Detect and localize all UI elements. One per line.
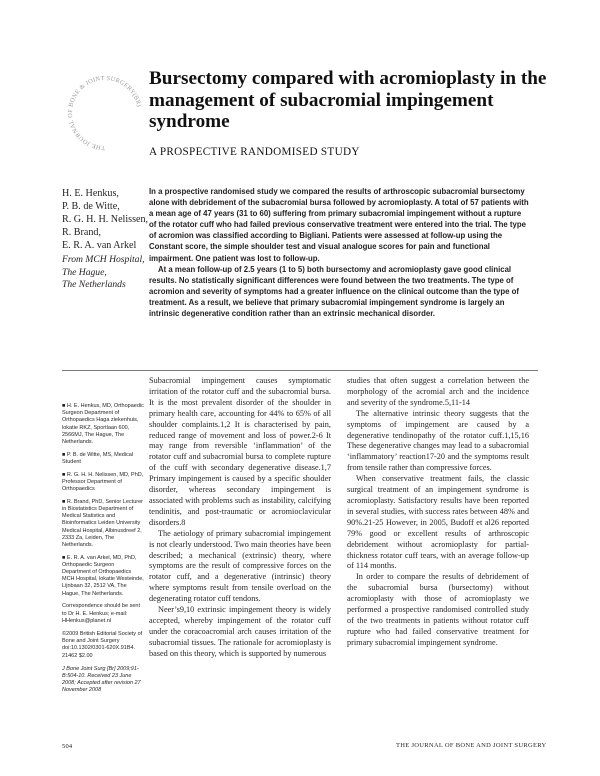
affiliation-line: The Hague, — [62, 266, 107, 278]
body-paragraph: When conservative treatment fails, the classic surgical treatment of an impingement syndrome is acromioplasty. Satisfactory results have been reported in several studies, with success rates between 48% and 90%.21-25 However, in 2005, Budoff et al26 reported 79% good or excellent results of arthroscopic debridement without acromioplasty for partial-thickness rotator cuff tears, with an average follow-up of 114 months. — [347, 474, 529, 571]
author-note: ■ H. E. Henkus, MD, Orthopaedic Surgeon Department of Orthopaedics Haga ziekenhuis, lokatie RKZ, Sportlaan 600, 2566MJ, The Hague, The Netherlands. — [62, 403, 144, 446]
abstract-paragraph: At a mean follow-up of 2.5 years (1 to 5) both bursectomy and acromioplasty gave good clinical results. No statistically significant differences were found between the two treatments. The type of acromion and severity of symptoms had a greater influence on the clinical outcome than the type of treatment. As a result, we believe that primary subacromial impingement syndrome is largely an intrinsic degenerative condition rather than an extrinsic mechanical disorder. — [149, 264, 519, 319]
author-name: P. B. de Witte, — [62, 201, 120, 213]
journal-seal-logo — [62, 70, 148, 156]
author-notes — [62, 403, 144, 695]
correspondence-note: Correspondence should be sent to Dr H. E. Henkus; e-mail: HHenkus@planet.nl — [62, 603, 140, 624]
body-column-left — [149, 376, 331, 660]
article-subtitle: A PROSPECTIVE RANDOMISED STUDY — [149, 146, 360, 158]
affiliation-line: From MCH Hospital, — [62, 254, 145, 265]
author-note: ■ P. B. de Witte, MS, Medical Student — [62, 451, 134, 465]
body-paragraph: The aetiology of primary subacromial impingement is not clearly understood. Two main theories have been described; a mechanical (extrinsic) theory, where symptoms are the result of compressive forces on the rotator cuff, and a degenerative (intrinsic) theory where symptoms result from tensile overload on the degenerating rotator cuff tendons. — [149, 528, 331, 604]
affiliation-line: The Netherlands — [62, 279, 126, 290]
body-paragraph: Neer’s9,10 extrinsic impingement theory is widely accepted, whereby impingement of the rotator cuff under the coracoacromial arch causes irritation of the subacromial tissues. The rationale for acromioplasty is based on this theory, which is supported by numerous — [149, 605, 331, 658]
abstract — [149, 186, 529, 319]
author-name: R. Brand, — [62, 227, 101, 239]
journal-seal-ring-text: THE JOURNAL OF BONE & JOINT SURGERY(BR) — [66, 74, 143, 152]
affiliation — [62, 254, 152, 292]
body-paragraph: Subacromial impingement causes symptomatic irritation of the rotator cuff and the subacromial bursa. It is the most prevalent disorder of the shoulder in primary health care, accounting for 44% to 65% of all shoulder complaints.1,2 It is characterised by pain, reduced range of movement and loss of power.2-6 It may range from reversible ‘inflammation’ of the rotator cuff and subacromial bursa to complete rupture of the cuff with secondary degenerative disease.1,7 Primary impingement is caused by a specific shoulder disorder, whereas secondary impingement is associated with problems such as instability, calcifying tendinitis, and post-traumatic or acromioclavicular disorders.8 — [149, 376, 331, 527]
body-paragraph: The alternative intrinsic theory suggests that the symptoms of impingement are caused by a degenerative tendinopathy of the rotator cuff.1,15,16 These degenerative changes may lead to a subacromial ‘inflammatory’ reaction17-20 and the symptoms result from tensile rather than compressive forces. — [347, 408, 529, 473]
body-paragraph: studies that often suggest a correlation between the morphology of the acromial arch and the incidence and severity of the syndrome.5,11-14 — [347, 376, 529, 407]
article-title: Bursectomy compared with acromioplasty in the management of subacromial impingement syndrome — [149, 68, 547, 132]
author-list — [62, 187, 152, 252]
page-number: 504 — [62, 743, 73, 750]
abstract-paragraph: In a prospective randomised study we compared the results of arthroscopic subacromial bursectomy alone with debridement of the subacromial bursa followed by acromioplasty. A total of 57 patients with a mean age of 47 years (31 to 60) suffering from primary subacromial impingement without a rupture of the rotator cuff who had failed previous conservative treatment were entered into the trial. The type of acromion was classified according to Bigliani. Patients were assessed at follow-up using the Constant score, the simple shoulder test and visual analogue scores for pain and functional impairment. One patient was lost to follow-up. — [149, 187, 529, 263]
author-note: ■ E. R. A. van Arkel, MD, PhD, Orthopaedic Surgeon Department of Orthopaedics MCH Hospital, lokatie Westeinde, Lijnbaan 32, 2512 VA, The Hague, The Netherlands. — [62, 554, 144, 597]
author-note: ■ R. G. H. H. Nelissen, MD, PhD, Professor Department of Orthopaedics — [62, 471, 144, 493]
author-note: ■ R. Brand, PhD, Senior Lecturer in Biostatistics Department of Medical Statistics and Bioinformatics Leiden University Medical Hospital, Albinusdreef 2, 2333 Za, Leiden, The Netherlands. — [62, 498, 143, 548]
author-name: E. R. A. van Arkel — [62, 240, 137, 252]
body-column-right — [347, 376, 529, 649]
citation-note: J Bone Joint Surg [Br] 2009;91-B:504-10. Received 23 June 2008; Accepted after revision 27 November 2008 — [62, 665, 141, 694]
running-footer-journal: THE JOURNAL OF BONE AND JOINT SURGERY — [396, 742, 547, 749]
body-paragraph: In order to compare the results of debridement of the subacromial bursa (bursectomy) without acromioplasty with those of acromioplasty we performed a prospective randomised controlled study of the two treatments in patients without rotator cuff rupture who had failed conservative treatment for primary subacromial impingement syndrome. — [347, 572, 529, 647]
author-name: H. E. Henkus, — [62, 188, 119, 199]
copyright-note: ©2009 British Editorial Society of Bone and Joint Surgery doi:10.1302/0301-620X.91B4. 21462 $2.00 — [62, 630, 143, 659]
author-name: R. G. H. H. Nelissen, — [62, 214, 149, 226]
section-divider — [62, 370, 538, 371]
